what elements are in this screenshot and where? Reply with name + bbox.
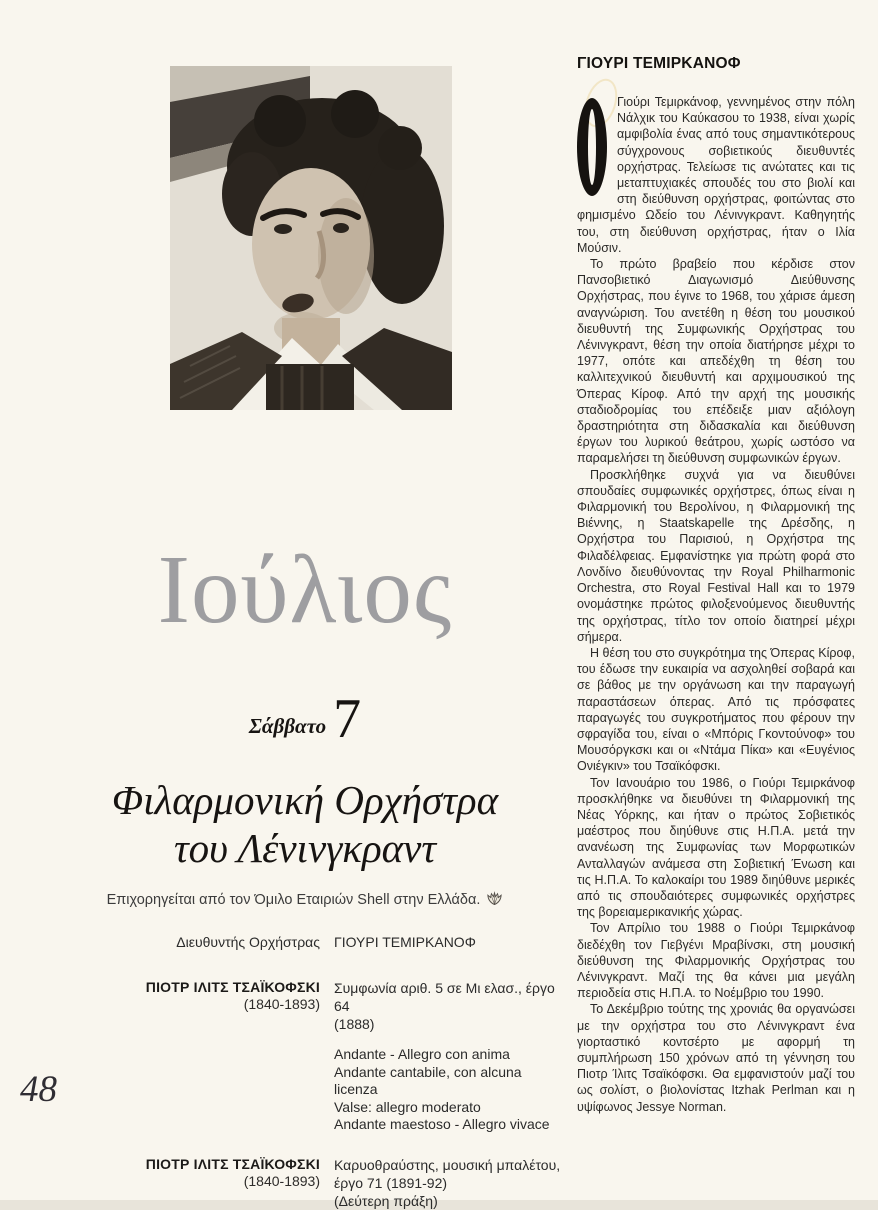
page-number: 48 [20, 1069, 57, 1110]
program-section [95, 934, 565, 1210]
movement: Andante maestoso - Allegro vivace [334, 1116, 550, 1132]
composer-dates: (1840-1893) [243, 1172, 320, 1189]
composer-name: ΠΙΟΤΡ ΙΛΙΤΣ ΤΣΑΪΚΟΦΣΚΙ [145, 1155, 320, 1172]
conductor-portrait-photo [170, 66, 452, 410]
conductor-label: Διευθυντής Ορχήστρας [176, 934, 320, 950]
shell-logo-icon [486, 891, 503, 911]
bio-paragraph: Το Δεκέμβριο τούτης της χρονιάς θα οργανώσει με την ορχήστρα του στο Λένινγκραντ ένα γιορταστικό κοντσέρτο με αφορμή τη συμπλήρωση 150 χρόνων από τη γέννηση του Πιοτρ Ίλιτς Τσαϊκόφσκι. Θα εμφανιστούν μαζί του ως σολίστ, ο βιολονίστας Itzhak Perlman και η υψίφωνος Jessye Norman. [577, 1002, 855, 1114]
sponsor-text: Επιχορηγείται από τον Όμιλο Εταιριών Shell στην Ελλάδα. [106, 892, 481, 908]
event-title-line1: Φιλαρμονική Ορχήστρα [111, 777, 499, 823]
bio-paragraph: Τον Ιανουάριο του 1986, ο Γιούρι Τεμιρκάνοφ προσκλήθηκε να διευθύνει τη Φιλαρμονική της Νέας Υόρκης, και ήταν ο πρώτος Σοβιετικός μαέστρος που διηύθυνε στις Η.Π.Α. μετά την ανανέωση της Συμφωνίας των Μορφωτικών Ανταλλαγών ανάμεσα στη Σοβιετική Ένωση και τις Η.Π.Α. Το καλοκαίρι του 1989 διηύθυνε μερικές από τις σπουδαιότερες συμφωνικές ορχήστρες της βορειαμερικανικής χώρας. [577, 775, 855, 920]
work-title-line: (1888) [334, 1016, 375, 1032]
event-date [40, 688, 570, 750]
movements-list [334, 1046, 565, 1134]
portrait-illustration [170, 66, 452, 410]
conductor-row [95, 934, 565, 950]
conductor-name: ΓΙΟΥΡΙ ΤΕΜΙΡΚΑΝΟΦ [334, 934, 476, 950]
movement: Valse: allegro moderato [334, 1098, 481, 1115]
work-title-line: (Δεύτερη πράξη) [334, 1192, 438, 1209]
sponsor-line [40, 891, 570, 911]
movement: Andante - Allegro con anima [334, 1046, 510, 1062]
drop-cap-omicron [577, 98, 607, 196]
day-number: 7 [333, 688, 362, 750]
program-item [95, 979, 565, 1134]
month-title: Ιούλιος [157, 536, 453, 643]
bio-paragraph: Γιούρι Τεμιρκάνοφ, γεννημένος στην πόλη Νάλχικ του Καύκασου το 1938, είναι χωρίς αμφιβολία ένας από τους σημαντικότερους σύγχρονους σοβιετικούς διευθυντές ορχήστρας. Τελείωσε τις ανώτατες και τις μεταπτυχιακές σπουδές του στο βιολί και στη διεύθυνση ορχήστρας, φοιτώντας στο φημισμένο Ωδείο του Λένινγκραντ. Καθηγητής του, στη διεύθυνση ορχήστρας, ήταν ο Ιλία Μούσιν. [577, 95, 855, 255]
work-title-line: έργο 71 (1891-92) [334, 1174, 448, 1191]
bio-paragraph: Το πρώτο βραβείο που κέρδισε στον Πανσοβιετικό Διαγωνισμό Διεύθυνσης Ορχήστρας, που έγινε το 1968, του χάρισε άμεση αναγνώριση. Του ανετέθη η θέση του μουσικού διευθυντή της Συμφωνικής Ορχήστρας του Λένινγκραντ, θέση την οποία διατήρησε μέχρι το 1977, οπότε και απεδέχθη τη θέση του καλλιτεχνικού διευθυντή και αρχιμουσικού της Όπερας Κίροφ. Από την αρχή της μουσικής σταδιοδρομίας του επέδειξε μιαν αξιόλογη δραστηριότητα στη διδασκαλία και διεύθυνση έργων του λυρικού θεάτρου, χωρίς ωστόσο να παραμελήσει τη διεύθυνση συμφωνικών έργων. [577, 257, 855, 466]
program-item [95, 1156, 565, 1210]
bio-paragraph: Τον Απρίλιο του 1988 ο Γιούρι Τεμιρκάνοφ διεδέχθη τον Γιεβγένι Μραβίνσκι, στη μουσική διεύθυνση της Φιλαρμονικής Ορχήστρας του Λένινγκραντ. Μαζί της θα κάνει μια μεγάλη περιοδεία στις Η.Π.Α. το Νοέμβριο του 1990. [577, 921, 855, 1001]
composer-dates: (1840-1893) [243, 996, 320, 1012]
biography-column [577, 55, 855, 1115]
bio-paragraph: Η θέση του στο συγκρότημα της Όπερας Κίροφ, του έδωσε την ευκαιρία να ασχοληθεί σοβαρά και σε βάθος με την οργάνωση και την παραγωγή παραστάσεων όπερας. Από τις πρόσφατες παραγωγές του συγκροτήματος που φέρουν την σφραγίδα του, είναι ο «Μπόρις Γκοντούνοφ» του Μουσόργκσκι και οι «Ντάμα Πίκα» και «Ευγένιος Ονιέγκιν» του Τσαϊκόφσκι. [577, 645, 855, 774]
biography-heading: ΓΙΟΥΡΙ ΤΕΜΙΡΚΑΝΟΦ [577, 55, 741, 72]
work-title-line: Καρυοθραύστης, μουσική μπαλέτου, [334, 1156, 561, 1173]
day-label: Σάββατο [248, 714, 327, 739]
event-title [40, 777, 570, 873]
work-title-line: Συμφωνία αριθ. 5 σε Μι ελασ., έργο 64 [334, 980, 555, 1014]
composer-name: ΠΙΟΤΡ ΙΛΙΤΣ ΤΣΑΪΚΟΦΣΚΙ [145, 979, 320, 995]
movement: Andante cantabile, con alcuna licenza [334, 1063, 522, 1097]
bio-paragraph: Προσκλήθηκε συχνά για να διευθύνει σπουδαίες συμφωνικές ορχήστρες, όπως είναι η Φιλαρμονική του Βερολίνου, η Φιλαρμονική της Βιέννης, η Staatskapelle της Δρέσδης, η Ορχήστρα του Παρισιού, η Ορχήστρα της Φιλαδέλφειας. Εμφανίστηκε για πρώτη φορά στο Λονδίνο διευθύνοντας την Royal Philharmonic Orchestra, στο Royal Festival Hall και το 1979 ονομάστηκε πρώτος φιλοξενούμενος διευθυντής της ορχήστρας, τίτλο τον οποίο διατηρεί μέχρι σήμερα. [577, 467, 855, 644]
event-title-line2: του Λένινγκραντ [173, 824, 437, 871]
